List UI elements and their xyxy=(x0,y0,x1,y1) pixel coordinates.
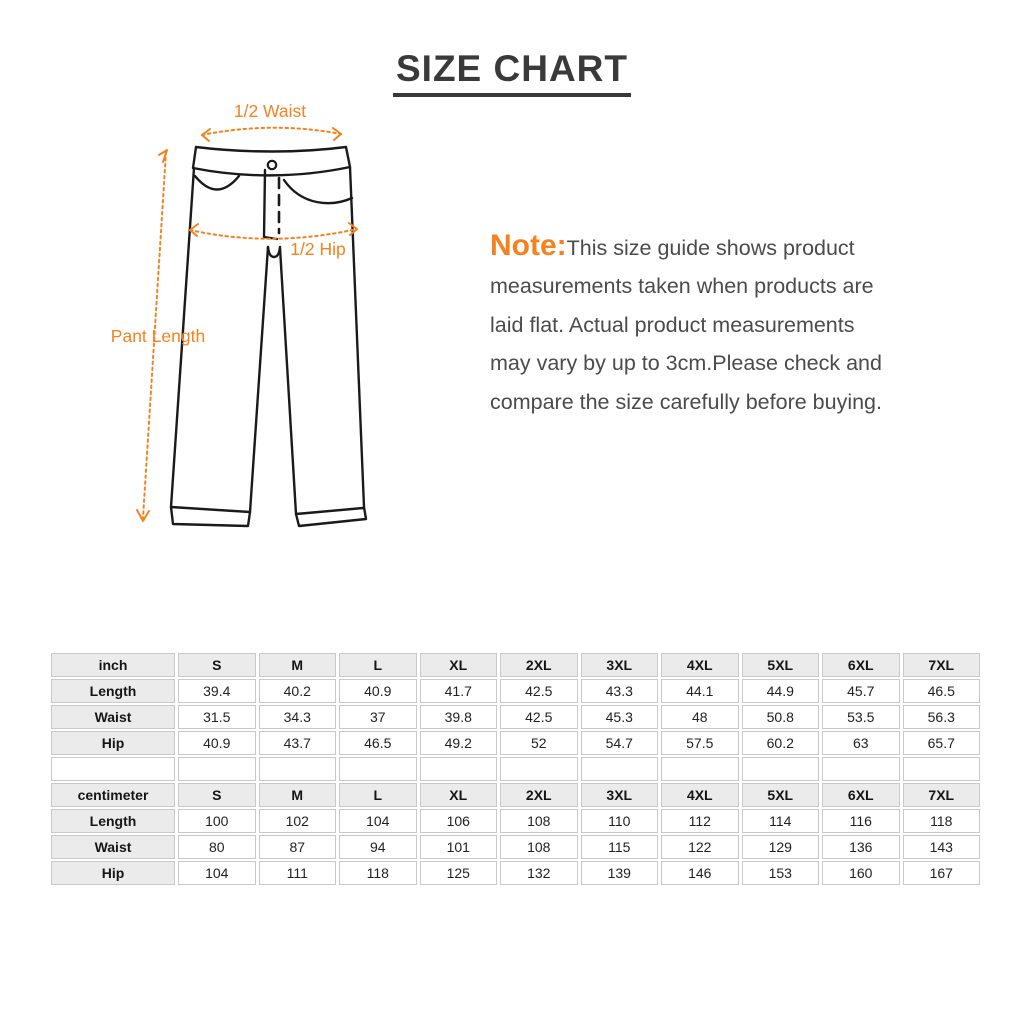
right-cuff-line xyxy=(296,508,363,514)
value-cell: 129 xyxy=(742,835,820,859)
value-cell: 136 xyxy=(822,835,900,859)
value-cell: 102 xyxy=(259,809,337,833)
unit-header-cell: centimeter xyxy=(51,783,175,807)
note-line: compare the size carefully before buying. xyxy=(490,389,882,414)
value-cell: 37 xyxy=(339,705,417,729)
size-header-cell: L xyxy=(339,783,417,807)
value-cell: 104 xyxy=(339,809,417,833)
spacer-cell xyxy=(822,757,900,781)
value-cell: 34.3 xyxy=(259,705,337,729)
row-label-cell: Hip xyxy=(51,731,175,755)
value-cell: 101 xyxy=(420,835,498,859)
left-pocket xyxy=(195,176,239,190)
size-header-cell: XL xyxy=(420,653,498,677)
spacer-cell xyxy=(420,757,498,781)
measurement-row xyxy=(51,705,980,729)
size-header-cell: 7XL xyxy=(903,653,981,677)
value-cell: 160 xyxy=(822,861,900,885)
value-cell: 42.5 xyxy=(500,705,578,729)
value-cell: 94 xyxy=(339,835,417,859)
spacer-row xyxy=(51,757,980,781)
value-cell: 45.7 xyxy=(822,679,900,703)
right-pocket xyxy=(284,180,352,203)
value-cell: 56.3 xyxy=(903,705,981,729)
value-cell: 63 xyxy=(822,731,900,755)
value-cell: 39.8 xyxy=(420,705,498,729)
page-title xyxy=(0,48,1024,97)
size-header-cell: 6XL xyxy=(822,653,900,677)
value-cell: 125 xyxy=(420,861,498,885)
size-header-cell: 5XL xyxy=(742,653,820,677)
value-cell: 40.9 xyxy=(339,679,417,703)
note-line: laid flat. Actual product measurements xyxy=(490,312,855,337)
value-cell: 54.7 xyxy=(581,731,659,755)
row-label-cell: Waist xyxy=(51,835,175,859)
value-cell: 40.2 xyxy=(259,679,337,703)
size-header-cell: 2XL xyxy=(500,783,578,807)
measurement-row xyxy=(51,809,980,833)
measurement-row xyxy=(51,861,980,885)
header-row-centimeter xyxy=(51,783,980,807)
pants-diagram xyxy=(100,92,410,562)
value-cell: 139 xyxy=(581,861,659,885)
unit-header-cell: inch xyxy=(51,653,175,677)
value-cell: 108 xyxy=(500,835,578,859)
size-header-cell: S xyxy=(178,783,256,807)
measurement-labels xyxy=(111,101,346,346)
value-cell: 115 xyxy=(581,835,659,859)
value-cell: 49.2 xyxy=(420,731,498,755)
left-cuff-line xyxy=(171,507,250,512)
right-leg xyxy=(280,167,366,526)
row-label-cell: Length xyxy=(51,679,175,703)
value-cell: 53.5 xyxy=(822,705,900,729)
waist-arrow-right-icon xyxy=(333,128,341,140)
value-cell: 112 xyxy=(661,809,739,833)
size-header-cell: 2XL xyxy=(500,653,578,677)
size-header-cell: 3XL xyxy=(581,783,659,807)
value-cell: 39.4 xyxy=(178,679,256,703)
value-cell: 108 xyxy=(500,809,578,833)
half-waist-label: 1/2 Waist xyxy=(233,101,307,121)
value-cell: 43.7 xyxy=(259,731,337,755)
size-header-cell: XL xyxy=(420,783,498,807)
value-cell: 116 xyxy=(822,809,900,833)
note-text: This size guide shows product xyxy=(566,236,855,260)
value-cell: 100 xyxy=(178,809,256,833)
value-cell: 41.7 xyxy=(420,679,498,703)
measurement-row xyxy=(51,731,980,755)
size-table xyxy=(48,651,983,887)
value-cell: 153 xyxy=(742,861,820,885)
row-label-cell: Hip xyxy=(51,861,175,885)
spacer-cell xyxy=(500,757,578,781)
pants-diagram-svg xyxy=(100,92,410,562)
note-line xyxy=(490,227,968,267)
size-header-cell: 6XL xyxy=(822,783,900,807)
size-header-cell: 4XL xyxy=(661,783,739,807)
value-cell: 44.1 xyxy=(661,679,739,703)
value-cell: 143 xyxy=(903,835,981,859)
spacer-cell xyxy=(742,757,820,781)
value-cell: 87 xyxy=(259,835,337,859)
value-cell: 42.5 xyxy=(500,679,578,703)
spacer-cell xyxy=(339,757,417,781)
value-cell: 31.5 xyxy=(178,705,256,729)
fly-solid-line xyxy=(264,170,277,239)
size-header-cell: M xyxy=(259,783,337,807)
button-icon xyxy=(268,161,276,169)
value-cell: 65.7 xyxy=(903,731,981,755)
size-header-cell: 5XL xyxy=(742,783,820,807)
page-title-text: SIZE CHART xyxy=(393,48,631,97)
half-hip-label: 1/2 Hip xyxy=(290,239,346,259)
value-cell: 118 xyxy=(903,809,981,833)
value-cell: 40.9 xyxy=(178,731,256,755)
size-header-cell: 4XL xyxy=(661,653,739,677)
left-leg xyxy=(171,168,268,526)
value-cell: 50.8 xyxy=(742,705,820,729)
spacer-cell xyxy=(259,757,337,781)
waist-measure-arc xyxy=(202,128,341,135)
value-cell: 43.3 xyxy=(581,679,659,703)
measurement-row xyxy=(51,835,980,859)
note-line: may vary by up to 3cm.Please check and xyxy=(490,351,882,376)
value-cell: 57.5 xyxy=(661,731,739,755)
value-cell: 60.2 xyxy=(742,731,820,755)
note-line: measurements taken when products are xyxy=(490,274,874,299)
size-header-cell: S xyxy=(178,653,256,677)
spacer-cell xyxy=(178,757,256,781)
value-cell: 46.5 xyxy=(339,731,417,755)
value-cell: 118 xyxy=(339,861,417,885)
note-block xyxy=(490,227,968,421)
value-cell: 122 xyxy=(661,835,739,859)
waist-arrow-left-icon xyxy=(202,129,210,141)
row-label-cell: Waist xyxy=(51,705,175,729)
value-cell: 132 xyxy=(500,861,578,885)
spacer-cell xyxy=(51,757,175,781)
size-header-cell: 3XL xyxy=(581,653,659,677)
header-row-inch xyxy=(51,653,980,677)
value-cell: 45.3 xyxy=(581,705,659,729)
value-cell: 52 xyxy=(500,731,578,755)
value-cell: 106 xyxy=(420,809,498,833)
spacer-cell xyxy=(581,757,659,781)
crotch xyxy=(268,247,280,257)
spacer-cell xyxy=(661,757,739,781)
row-label-cell: Length xyxy=(51,809,175,833)
value-cell: 167 xyxy=(903,861,981,885)
pant-length-label: Pant Length xyxy=(110,326,206,346)
size-header-cell: 7XL xyxy=(903,783,981,807)
size-header-cell: M xyxy=(259,653,337,677)
measurement-marks xyxy=(137,128,357,521)
value-cell: 111 xyxy=(259,861,337,885)
spacer-cell xyxy=(903,757,981,781)
value-cell: 48 xyxy=(661,705,739,729)
measurement-row xyxy=(51,679,980,703)
note-label: Note: xyxy=(490,229,567,262)
size-header-cell: L xyxy=(339,653,417,677)
value-cell: 114 xyxy=(742,809,820,833)
value-cell: 104 xyxy=(178,861,256,885)
value-cell: 80 xyxy=(178,835,256,859)
value-cell: 110 xyxy=(581,809,659,833)
value-cell: 46.5 xyxy=(903,679,981,703)
value-cell: 44.9 xyxy=(742,679,820,703)
value-cell: 146 xyxy=(661,861,739,885)
